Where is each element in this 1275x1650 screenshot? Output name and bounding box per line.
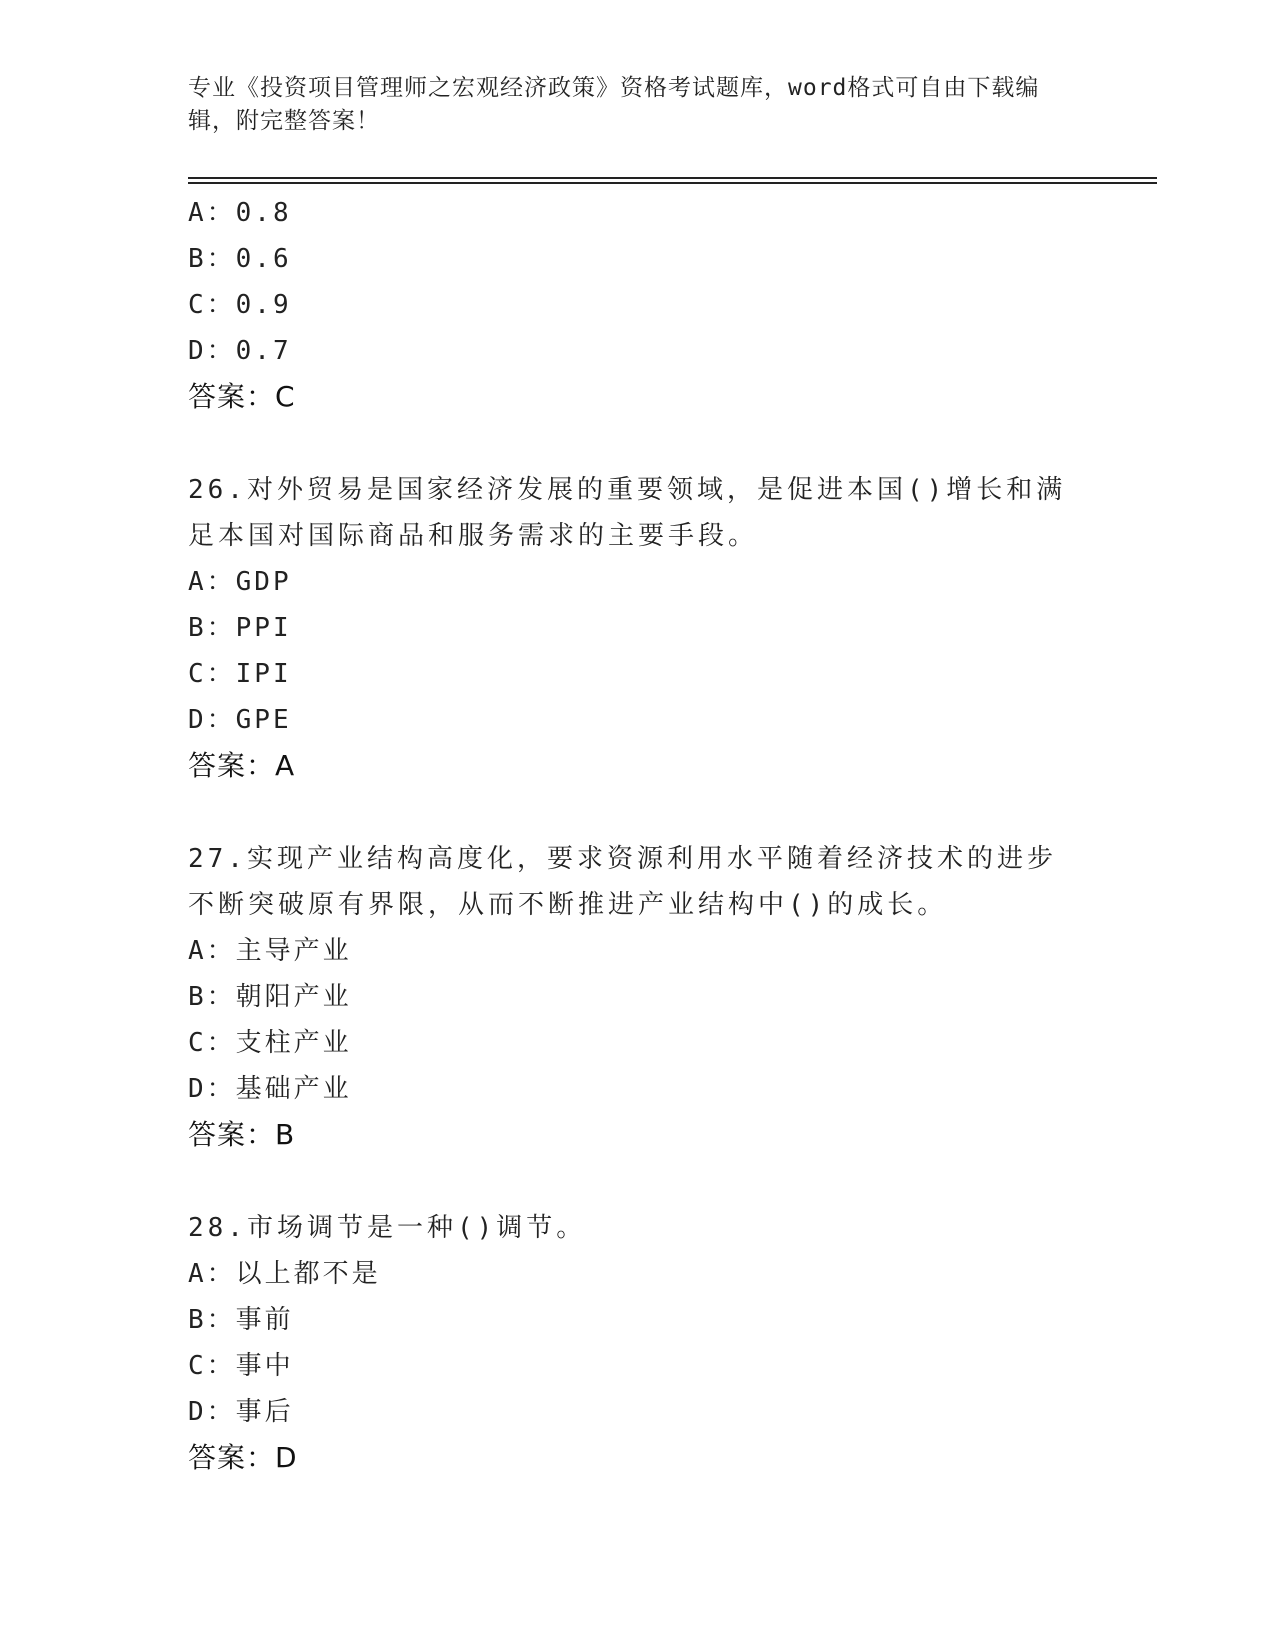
option-b: B：朝阳产业 (188, 982, 352, 1012)
option-a: A：0.8 (188, 198, 292, 228)
document-header: 专业《投资项目管理师之宏观经济政策》资格考试题库，word格式可自由下载编辑，附完整答案！ (188, 75, 1040, 134)
option-d: D：基础产业 (188, 1074, 352, 1104)
option-d: D：GPE (188, 705, 292, 735)
option-c: C：事中 (188, 1351, 294, 1381)
option-d: D：0.7 (188, 336, 292, 366)
header-divider-bottom (188, 182, 1157, 184)
option-c: C：0.9 (188, 290, 292, 320)
question-list (188, 190, 1088, 1481)
option-c: C：支柱产业 (188, 1028, 352, 1058)
header-divider-top (188, 177, 1157, 179)
option-a: A：主导产业 (188, 936, 352, 966)
option-b: B：PPI (188, 613, 292, 643)
option-b: B：0.6 (188, 244, 292, 274)
question-text: 26.对外贸易是国家经济发展的重要领域，是促进本国()增长和满足本国对国际商品和服务需求的主要手段。 (188, 475, 1067, 551)
option-a: A：GDP (188, 567, 292, 597)
option-c: C：IPI (188, 659, 292, 689)
question-28 (188, 1205, 1088, 1481)
question-26 (188, 467, 1088, 789)
option-a: A：以上都不是 (188, 1259, 381, 1289)
answer: 答案：B (188, 1118, 296, 1151)
option-b: B：事前 (188, 1305, 294, 1335)
option-d: D：事后 (188, 1397, 294, 1427)
answer: 答案：A (188, 749, 296, 782)
answer: 答案：C (188, 380, 296, 413)
question-text: 27.实现产业结构高度化，要求资源利用水平随着经济技术的进步不断突破原有界限，从而不断推进产业结构中()的成长。 (188, 844, 1057, 920)
question-27 (188, 836, 1088, 1158)
question-text: 28.市场调节是一种()调节。 (188, 1213, 587, 1243)
question-25 (188, 190, 1088, 420)
answer: 答案：D (188, 1441, 298, 1474)
